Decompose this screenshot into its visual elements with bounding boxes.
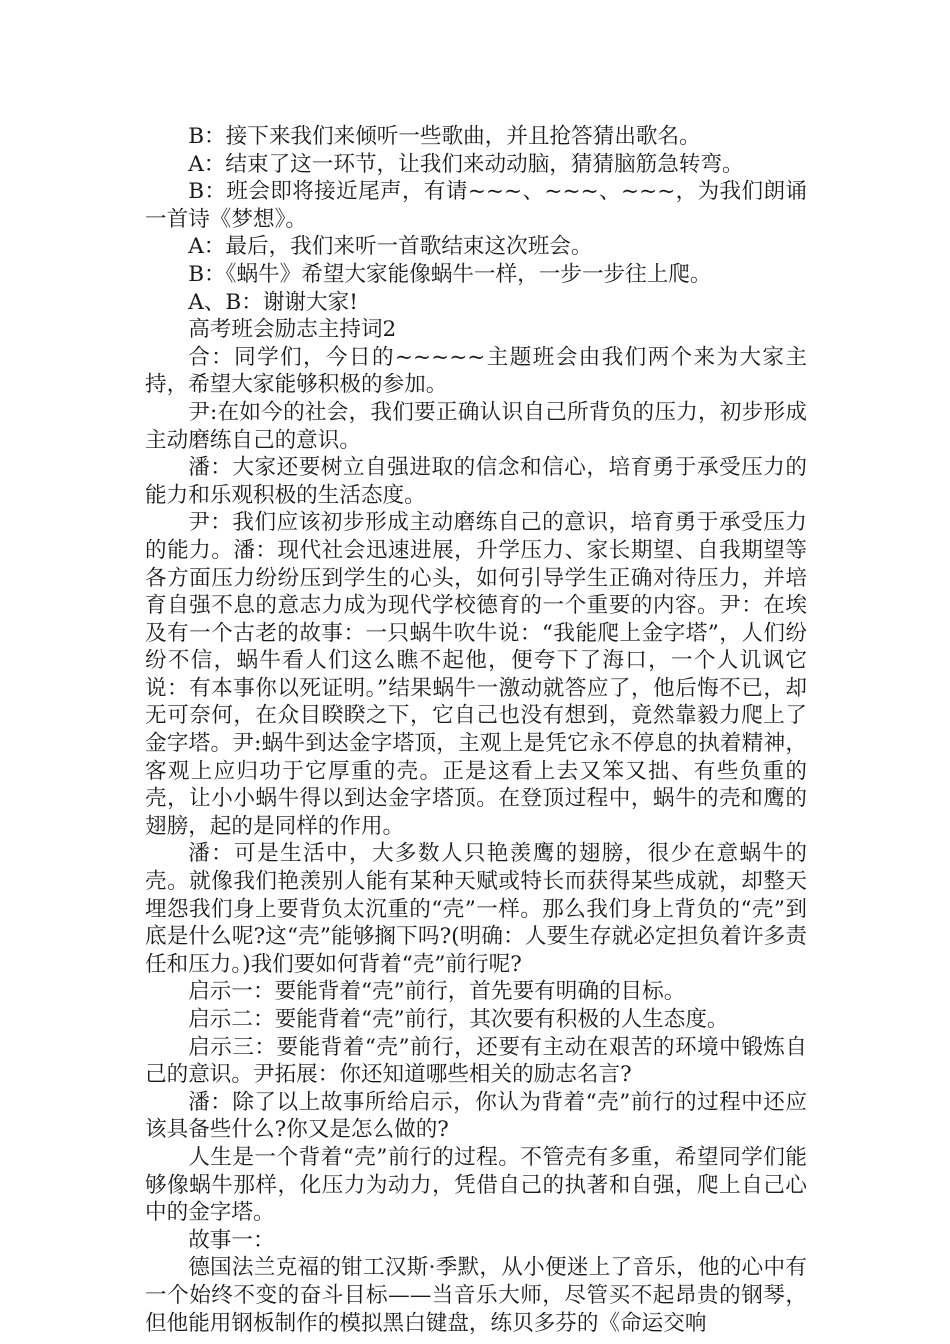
- section-heading: 高考班会励志主持词2: [188, 317, 397, 343]
- paragraph-dialogue: 潘：除了以上故事所给启示，你认为背着“壳”前行的过程中还应该具备些什么?你又是怎么做的?: [145, 1089, 807, 1143]
- paragraph-dialogue: A：结束了这一环节，让我们来动动脑，猜猜脑筋急转弯。: [188, 151, 744, 177]
- paragraph-dialogue: 尹：我们应该初步形成主动磨练自己的意识，培育勇于承受压力的能力。潘：现代社会迅速进展，升学压力、家长期望、自我期望等各方面压力纷纷压到学生的心头，如何引导学生正确对待压力，并培育自强不息的意志力成为现代学校德育的一个重要的内容。尹：在埃及有一个古老的故事：一只蜗牛吹牛说：“我能爬上金字塔”，人们纷纷不信，蜗牛看人们这么瞧不起他，便夸下了海口，一个人讥讽它说：有本事你以死证明。”结果蜗牛一激动就答应了，他后悔不已，却无可奈何，在众目睽睽之下，它自己也没有想到，竟然靠毅力爬上了金字塔。尹:蜗牛到达金字塔顶，主观上是凭它永不停息的执着精神，客观上应归功于它厚重的壳。正是这看上去又笨又拙、有些负重的壳，让小小蜗牛得以到达金字塔顶。在登顶过程中，蜗牛的壳和鹰的翅膀，起的是同样的作用。: [145, 510, 807, 839]
- paragraph-body: 德国法兰克福的钳工汉斯·季默，从小便迷上了音乐，他的心中有一个始终不变的奋斗目标——当音乐大师，尽管买不起昂贵的钢琴，但他能用钢板制作的模拟黑白键盘，练贝多芬的《命运交响: [145, 1255, 807, 1336]
- paragraph-dialogue: A：最后，我们来听一首歌结束这次班会。: [188, 234, 593, 260]
- paragraph-dialogue: 尹:在如今的社会，我们要正确认识自己所背负的压力，初步形成主动磨练自己的意识。: [145, 399, 807, 453]
- paragraph-insight: 启示二：要能背着“壳”前行，其次要有积极的人生态度。: [188, 1007, 729, 1032]
- paragraph-dialogue: 潘：可是生活中，大多数人只艳羡鹰的翅膀，很少在意蜗牛的壳。就像我们艳羡别人能有某种天赋或特长而获得某些成就，却整天埋怨我们身上要背负太沉重的“壳”一样。那么我们身上背负的“壳”到底是什么呢?这“壳”能够搁下吗?(明确：人要生存就必定担负着许多责任和压力。)我们要如何背着“壳”前行呢?: [145, 841, 807, 977]
- paragraph-insight: 启示一：要能背着“壳”前行，首先要有明确的目标。: [188, 979, 686, 1005]
- paragraph-dialogue: 潘：大家还要树立自强进取的信念和信心，培育勇于承受压力的能力和乐观积极的生活态度。: [145, 455, 807, 508]
- paragraph-dialogue: B：《蜗牛》希望大家能像蜗牛一样，一步一步往上爬。: [188, 261, 712, 287]
- paragraph-dialogue: 合：同学们，今日的~~~~~主题班会由我们两个来为大家主持，希望大家能够积极的参加。: [145, 344, 807, 398]
- paragraph-dialogue: B：接下来我们来倾听一些歌曲，并且抢答猜出歌名。: [188, 124, 701, 149]
- paragraph-body: 人生是一个背着“壳”前行的过程。不管壳有多重，希望同学们能够像蜗牛那样，化压力为动力，凭借自己的执著和自强，爬上自己心中的金字塔。: [145, 1144, 807, 1226]
- paragraph-dialogue: B：班会即将接近尾声，有请~~~、~~~、~~~，为我们朗诵一首诗《梦想》。: [145, 179, 807, 232]
- document-body: [145, 123, 807, 1337]
- story-heading: 故事一：: [188, 1227, 275, 1253]
- paragraph-dialogue: A、B：谢谢大家!: [188, 289, 358, 315]
- paragraph-insight: 启示三：要能背着“壳”前行，还要有主动在艰苦的环境中锻炼自己的意识。尹拓展：你还知道哪些相关的励志名言?: [145, 1034, 807, 1088]
